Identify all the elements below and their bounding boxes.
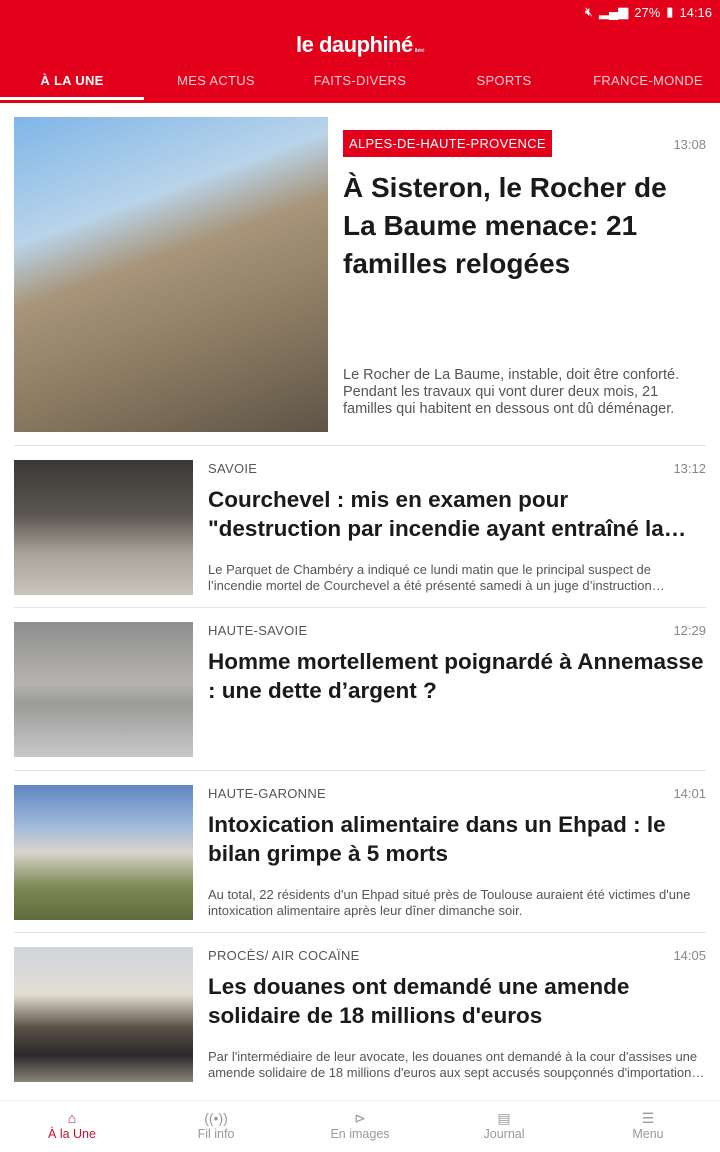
play-icon: ⊳ <box>354 1110 366 1126</box>
article-category: PROCÈS/ AIR COCAÏNE <box>208 948 360 963</box>
article-item[interactable] <box>14 785 706 920</box>
newspaper-icon: ▤ <box>497 1110 511 1126</box>
category-tag[interactable]: ALPES-DE-HAUTE-PROVENCE <box>343 130 552 157</box>
article-category: HAUTE-GARONNE <box>208 786 327 801</box>
tab-mes-actus[interactable]: MES ACTUS <box>177 73 255 88</box>
article-time: 12:29 <box>673 623 706 638</box>
article-item[interactable] <box>14 622 706 757</box>
article-time: 14:05 <box>673 948 706 963</box>
status-bar <box>0 0 720 24</box>
article-summary: Par l'intermédiaire de leur avocate, les douanes ont demandé à la cour d'assises une amende solidaire de 18 millions d'euros aux sept accusés soupçonnés d'importation <box>208 1049 698 1080</box>
article-item[interactable] <box>14 460 706 595</box>
tab-faits-divers[interactable]: FAITS-DIVERS <box>313 73 407 88</box>
nav-label: En images <box>330 1127 390 1141</box>
divider <box>14 607 706 608</box>
tab-a-la-une[interactable]: À LA UNE <box>0 64 144 100</box>
hero-image[interactable] <box>14 117 328 432</box>
nav-label: Menu <box>632 1127 664 1141</box>
article-image[interactable] <box>14 460 193 595</box>
article-image[interactable] <box>14 947 193 1082</box>
article-image[interactable] <box>14 785 193 920</box>
article-item[interactable] <box>14 947 706 1082</box>
article-summary: Le Parquet de Chambéry a indiqué ce lundi matin que le principal suspect de l’incendie mortel de Courchevel a été présenté samedi à un juge d’instruction <box>208 562 652 593</box>
divider <box>14 770 706 771</box>
battery-icon: ▮ <box>666 4 674 19</box>
section-tabs <box>0 64 720 100</box>
signal-icon: ▂▄▆ <box>599 4 629 19</box>
nav-label: Fil info <box>197 1127 235 1141</box>
nav-fil-info[interactable] <box>144 1101 288 1152</box>
article-title[interactable]: Courchevel : mis en examen pour "destruction par incendie ayant entraîné la <box>208 487 664 541</box>
divider <box>14 932 706 933</box>
hero-title[interactable]: À Sisteron, le Rocher de La Baume menace: 21 familles relogées <box>343 172 667 279</box>
logo[interactable]: le dauphiné libéré <box>296 32 424 57</box>
article-title[interactable]: Les douanes ont demandé une amende solidaire de 18 millions d'euros <box>208 974 630 1028</box>
article-summary: Au total, 22 résidents d'un Ehpad situé près de Toulouse auraient été victimes d'une intoxication alimentaire après leur dîner dimanche soir. <box>208 887 691 918</box>
hero-summary: Le Rocher de La Baume, instable, doit être conforté. Pendant les travaux qui vont durer deux mois, 21 familles qui habitent en dessous ont dû déménager. <box>343 367 680 417</box>
nav-label: Journal <box>483 1127 525 1141</box>
article-title[interactable]: Homme mortellement poignardé à Annemasse : une dette d’argent ? <box>208 649 704 703</box>
broadcast-icon: ((•)) <box>204 1110 228 1126</box>
article-category: HAUTE-SAVOIE <box>208 623 308 638</box>
nav-journal[interactable] <box>432 1101 576 1152</box>
mute-icon: 🔇︎ <box>584 4 594 19</box>
article-image[interactable] <box>14 622 193 757</box>
home-icon: ⌂ <box>67 1110 77 1126</box>
article-time: 13:12 <box>673 461 706 476</box>
tab-sports[interactable]: SPORTS <box>476 73 532 88</box>
article-title[interactable]: Intoxication alimentaire dans un Ehpad : le bilan grimpe à 5 morts <box>208 812 666 866</box>
nav-a-la-une[interactable] <box>0 1101 144 1152</box>
divider <box>14 445 706 446</box>
battery-level: 27% <box>634 4 661 20</box>
nav-label: À la Une <box>48 1127 96 1141</box>
article-time: 13:08 <box>673 137 706 152</box>
hero-article[interactable] <box>14 117 706 432</box>
bottom-nav <box>0 1100 720 1152</box>
nav-en-images[interactable] <box>288 1101 432 1152</box>
article-time: 14:01 <box>673 786 706 801</box>
menu-icon: ☰ <box>641 1110 655 1126</box>
app-header <box>0 0 720 103</box>
nav-menu[interactable] <box>576 1101 720 1152</box>
clock: 14:16 <box>679 4 712 20</box>
article-category: SAVOIE <box>208 461 258 476</box>
tab-france-monde[interactable]: FRANCE-MONDE <box>593 73 703 88</box>
